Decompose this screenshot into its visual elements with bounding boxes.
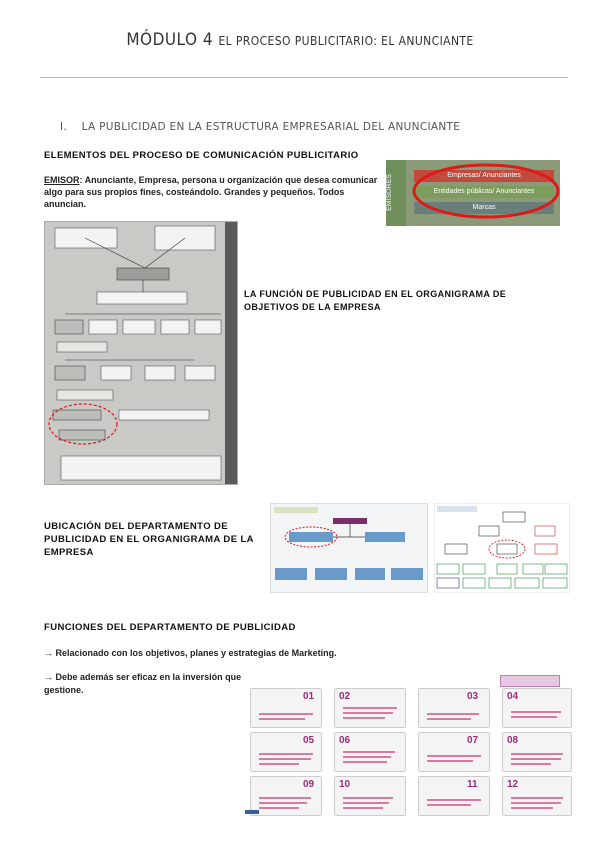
function-card-04 <box>502 688 572 728</box>
section-title <box>60 121 460 133</box>
function-card-05 <box>250 732 322 772</box>
function-card-number: 04 <box>507 691 519 702</box>
function-card-10 <box>334 776 406 816</box>
function-card-09 <box>250 776 322 816</box>
module-label: MÓDULO 4 <box>126 30 214 50</box>
page-title <box>0 30 600 50</box>
emisores-bar-3: Marcas <box>414 202 554 214</box>
funcion-heading-line-2: OBJETIVOS DE LA EMPRESA <box>244 302 381 312</box>
emisor-text-1: : Anunciante, Empresa, persona u organización que desea comunicar <box>79 175 378 185</box>
cards-header-strip <box>500 675 560 687</box>
function-card-06 <box>334 732 406 772</box>
function-card-number: 07 <box>467 735 479 746</box>
funciones-item-2-line-1: → Debe además ser eficaz en la inversión que <box>44 672 242 682</box>
function-card-number: 03 <box>467 691 479 702</box>
function-card-12 <box>502 776 572 816</box>
funcion-heading-line-1: LA FUNCIÓN DE PUBLICIDAD EN EL ORGANIGRAMA DE <box>244 289 507 299</box>
function-card-11 <box>418 776 490 816</box>
footer-logo-mark <box>245 810 259 814</box>
funciones-item-2-line-2: gestione. <box>44 685 84 695</box>
function-card-number: 05 <box>303 735 315 746</box>
function-card-08 <box>502 732 572 772</box>
emisores-side-label: EMISORES <box>386 160 406 226</box>
ubicacion-heading-line-2: PUBLICIDAD EN EL ORGANIGRAMA DE LA <box>44 534 254 545</box>
module-title: EL PROCESO PUBLICITARIO: EL ANUNCIANTE <box>218 34 474 48</box>
org-chart-marketing-image <box>270 503 428 593</box>
function-card-03 <box>418 688 490 728</box>
function-card-number: 06 <box>339 735 351 746</box>
function-card-number: 12 <box>507 779 519 790</box>
funciones-heading: FUNCIONES DEL DEPARTAMENTO DE PUBLICIDAD <box>44 622 296 633</box>
funciones-item-1: → Relacionado con los objetivos, planes y estrategias de Marketing. <box>44 648 337 658</box>
emisores-bar-2: Entidades públicas/ Anunciantes <box>414 186 554 198</box>
emisor-text-2: algo para sus propios fines, costeándolo. Grandes y pequeños. Todos anuncian. <box>44 187 345 209</box>
function-card-number: 10 <box>339 779 351 790</box>
function-card-07 <box>418 732 490 772</box>
org-chart-departments-drawing <box>435 504 569 592</box>
function-card-number: 09 <box>303 779 315 790</box>
ubicacion-heading-line-3: EMPRESA <box>44 547 94 558</box>
function-card-number: 08 <box>507 735 519 746</box>
section-heading: LA PUBLICIDAD EN LA ESTRUCTURA EMPRESARIAL DEL ANUNCIANTE <box>81 121 461 133</box>
emisores-bar-1: Empresas/ Anunciantes <box>414 170 554 182</box>
emisor-label: EMISOR <box>44 175 80 185</box>
function-card-number: 01 <box>303 691 315 702</box>
org-chart-photo <box>44 221 238 485</box>
org-chart-departments-image <box>434 503 570 593</box>
red-highlight-ellipse <box>386 160 560 226</box>
ubicacion-heading <box>44 520 254 559</box>
section-number: I. <box>60 121 68 133</box>
emisor-paragraph <box>44 174 384 210</box>
funciones-item-2 <box>44 671 241 697</box>
funcion-heading <box>244 288 506 314</box>
function-card-01 <box>250 688 322 728</box>
functions-cards-grid <box>250 688 570 818</box>
function-card-02 <box>334 688 406 728</box>
ubicacion-heading-line-1: UBICACIÓN DEL DEPARTAMENTO DE <box>44 521 229 532</box>
header-divider <box>40 77 568 78</box>
function-card-number: 11 <box>467 779 478 790</box>
org-chart-marketing-drawing <box>271 504 427 592</box>
emisores-image <box>386 160 560 226</box>
elementos-heading: ELEMENTOS DEL PROCESO DE COMUNICACIÓN PUBLICITARIO <box>44 150 359 161</box>
function-card-number: 02 <box>339 691 351 702</box>
org-chart-photo-drawing <box>45 222 237 484</box>
